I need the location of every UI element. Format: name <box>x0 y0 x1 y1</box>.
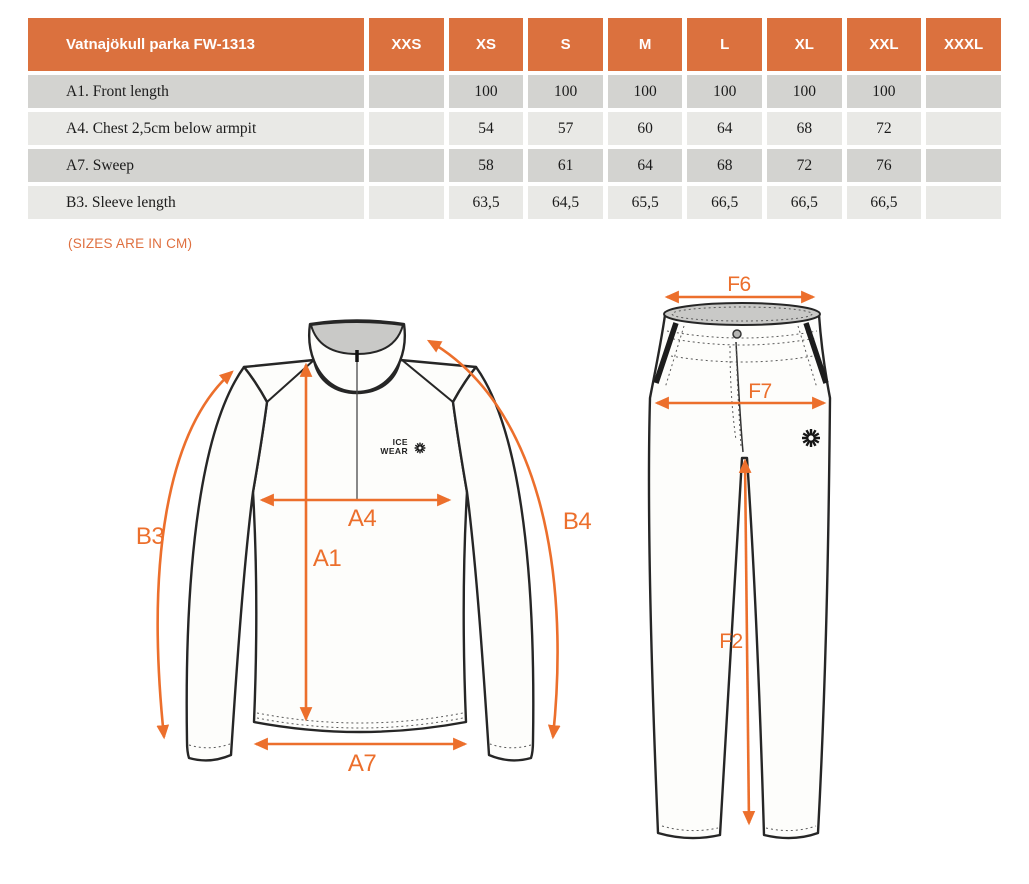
measure-label-a7: A7 <box>347 750 377 777</box>
size-header-m: M <box>608 18 683 71</box>
size-table-wrap <box>28 18 1001 219</box>
jacket-diagram <box>136 321 592 778</box>
value-cell: 100 <box>449 75 524 108</box>
value-cell: 64 <box>687 112 762 145</box>
table-row <box>28 186 1001 219</box>
measure-label-a1: A1 <box>312 545 342 572</box>
size-header-xs: XS <box>449 18 524 71</box>
size-header-xxl: XXL <box>847 18 922 71</box>
value-cell: 65,5 <box>608 186 683 219</box>
size-header-xl: XL <box>767 18 842 71</box>
value-cell <box>369 186 444 219</box>
value-cell <box>926 112 1001 145</box>
units-note: (SIZES ARE IN CM) <box>68 236 193 251</box>
row-label-cell: A4. Chest 2,5cm below armpit <box>28 112 364 145</box>
size-header-s: S <box>528 18 603 71</box>
value-cell: 54 <box>449 112 524 145</box>
value-cell: 72 <box>767 149 842 182</box>
value-cell: 68 <box>767 112 842 145</box>
value-cell: 100 <box>687 75 762 108</box>
row-label-cell: A7. Sweep <box>28 149 364 182</box>
row-label-cell: B3. Sleeve length <box>28 186 364 219</box>
jacket-logo-line1: ICE <box>392 437 408 447</box>
table-row <box>28 149 1001 182</box>
value-cell <box>926 75 1001 108</box>
pants-button <box>733 330 741 338</box>
table-row <box>28 112 1001 145</box>
value-cell: 66,5 <box>687 186 762 219</box>
value-cell: 72 <box>847 112 922 145</box>
value-cell <box>369 112 444 145</box>
jacket-body <box>244 360 476 732</box>
value-cell: 63,5 <box>449 186 524 219</box>
value-cell: 100 <box>847 75 922 108</box>
value-cell <box>369 149 444 182</box>
size-table <box>23 14 1006 223</box>
size-header-xxs: XXS <box>369 18 444 71</box>
table-title: Vatnajökull parka FW-1313 <box>28 18 364 71</box>
value-cell: 100 <box>608 75 683 108</box>
value-cell: 60 <box>608 112 683 145</box>
measure-label-f7: F7 <box>748 380 772 403</box>
value-cell: 61 <box>528 149 603 182</box>
value-cell: 58 <box>449 149 524 182</box>
measure-label-f2: F2 <box>719 630 743 653</box>
measure-arrow-f2 <box>745 461 749 823</box>
measurement-diagrams <box>0 268 1029 884</box>
value-cell: 68 <box>687 149 762 182</box>
jacket-logo-line2: WEAR <box>380 446 408 456</box>
size-header-l: L <box>687 18 762 71</box>
measure-label-b4: B4 <box>562 508 592 535</box>
value-cell: 100 <box>528 75 603 108</box>
value-cell: 66,5 <box>847 186 922 219</box>
measure-label-b3: B3 <box>135 523 165 550</box>
value-cell: 64 <box>608 149 683 182</box>
value-cell: 76 <box>847 149 922 182</box>
pants-diagram <box>649 273 830 838</box>
measure-label-f6: F6 <box>727 273 751 296</box>
value-cell <box>926 186 1001 219</box>
measure-label-a4: A4 <box>347 505 377 532</box>
table-header-row <box>28 18 1001 71</box>
pants-waist-opening <box>664 303 820 325</box>
value-cell <box>369 75 444 108</box>
value-cell: 100 <box>767 75 842 108</box>
value-cell: 57 <box>528 112 603 145</box>
table-row <box>28 75 1001 108</box>
row-label-cell: A1. Front length <box>28 75 364 108</box>
value-cell: 64,5 <box>528 186 603 219</box>
value-cell <box>926 149 1001 182</box>
size-header-xxxl: XXXL <box>926 18 1001 71</box>
value-cell: 66,5 <box>767 186 842 219</box>
